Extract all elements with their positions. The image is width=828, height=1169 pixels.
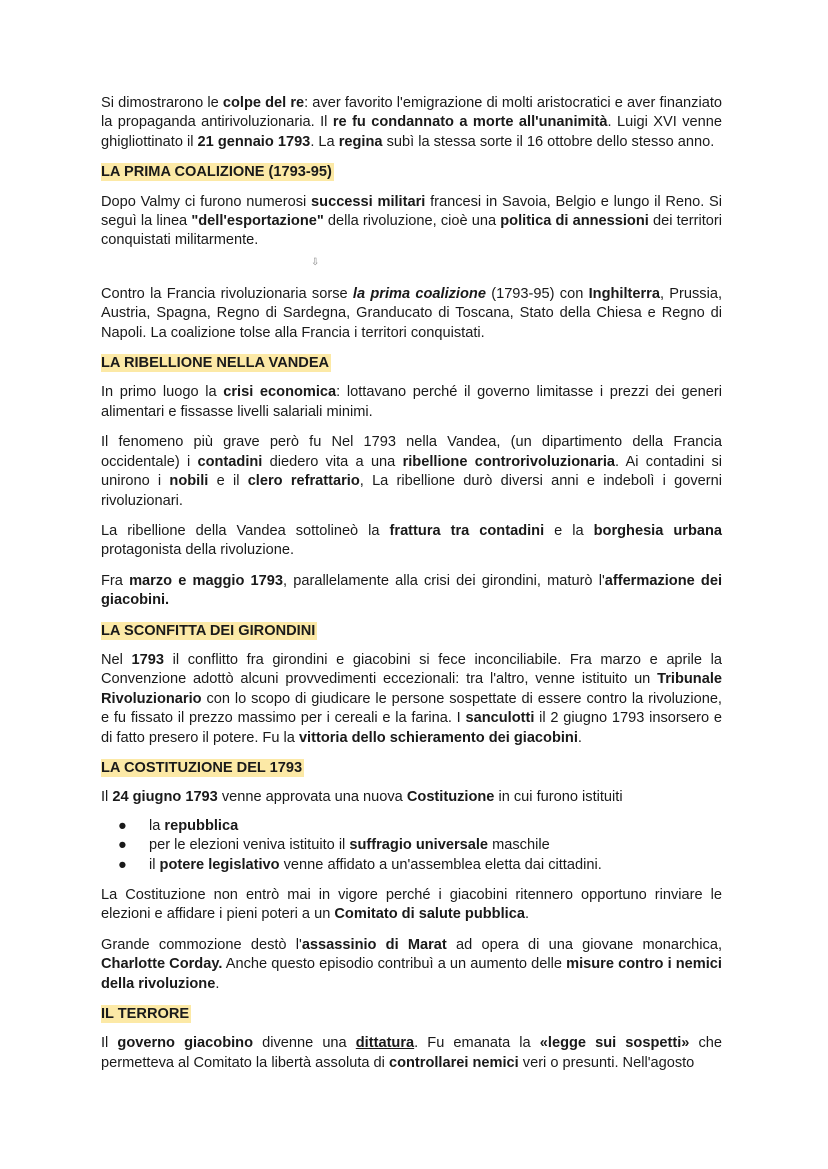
arrow-down-icon: ⇩ — [311, 256, 320, 268]
paragraph-assassinio-marat: Grande commozione destò l'assassinio di Marat ad opera di una giovane monarchica, Charlotte Corday. Anche questo episodio contribuì a un aumento delle misure contro i nemici della rivoluzione. — [101, 936, 722, 992]
heading-prima-coalizione: LA PRIMA COALIZIONE (1793-95) — [101, 164, 332, 181]
paragraph-affermazione-giacobini: Fra marzo e maggio 1793, parallelamente alla crisi dei girondini, maturò l'affermazione dei giacobini. — [101, 572, 723, 609]
paragraph-costituzione-vigore: La Costituzione non entrò mai in vigore perché i giacobini ritennero opportuno rinviare le elezioni e affidare i pieni poteri a un Comitato di salute pubblica. — [101, 887, 722, 923]
list-item: ● per le elezioni veniva istituito il suffragio universale maschile — [101, 836, 722, 855]
paragraph-frattura: La ribellione della Vandea sottolineò la frattura tra contadini e la borghesia urbana protagonista della rivoluzione. — [101, 522, 723, 559]
list-item: ● la repubblica — [101, 817, 722, 836]
paragraph-crisi-economica: In primo luogo la crisi economica: lottavano perché il governo limitasse i prezzi dei generi alimentari e fissasse livelli salariali minimi. — [101, 384, 722, 420]
heading-sconfitta-girondini: LA SCONFITTA DEI GIRONDINI — [101, 622, 316, 639]
paragraph-prima-coalizione: Contro la Francia rivoluzionaria sorse la prima coalizione (1793-95) con Inghilterra, Prussia, Austria, Spagna, Regno di Sardegna, Granducato di Toscana, Stato della Chiesa e Regno di Napoli. La coalizione tolse alla Francia i territori conquistati. — [101, 285, 723, 341]
bullet-icon: ● — [118, 837, 127, 854]
paragraph-colpe-del-re: Si dimostrarono le colpe del re: aver favorito l'emigrazione di molti aristocratici e aver finanziato la propaganda antirivoluzionaria. Il re fu condannato a morte all'unanimità. Luigi XVI venne ghigliottinato il 21 gennaio 1793. La regina subì la stessa sorte il 16 ottobre dello stesso anno. — [101, 95, 722, 150]
bullet-icon: ● — [118, 817, 127, 834]
paragraph-successi-militari: Dopo Valmy ci furono numerosi successi militari francesi in Savoia, Belgio e lungo il Reno. Si seguì la linea "dell'esportazione" della rivoluzione, cioè una politica di annessioni dei territori conquistati militarmente. — [101, 193, 723, 249]
heading-ribellione-vandea: LA RIBELLIONE NELLA VANDEA — [101, 355, 330, 372]
paragraph-governo-giacobino: Il governo giacobino divenne una dittatura. Fu emanata la «legge sui sospetti» che permetteva al Comitato la libertà assoluta di controllarei nemici veri o presunti. Nell'agosto — [101, 1035, 723, 1071]
paragraph-conflitto-1793: Nel 1793 il conflitto fra girondini e giacobini si fece inconciliabile. Fra marzo e aprile la Convenzione adottò alcuni provvedimenti eccezionali: tra l'altro, venne istituito un Tribunale Rivoluzionario con lo scopo di giudicare le persone sospettate di essere contro la rivoluzione, e fu fissato il prezzo massimo per i cereali e la farina. I sanculotti il 2 giugno 1793 insorsero e di fatto presero il potere. Fu la vittoria dello schieramento dei giacobini. — [101, 651, 722, 746]
bullet-list — [101, 817, 722, 875]
bullet-icon: ● — [118, 856, 127, 873]
paragraph-24-giugno: Il 24 giugno 1793 venne approvata una nuova Costituzione in cui furono istituiti — [101, 789, 623, 806]
heading-costituzione-1793: LA COSTITUZIONE DEL 1793 — [101, 759, 303, 776]
icon-line — [101, 253, 722, 275]
heading-terrore: IL TERRORE — [101, 1006, 190, 1023]
list-item: ● il potere legislativo venne affidato a un'assemblea eletta dai cittadini. — [101, 856, 722, 875]
paragraph-vandea: Il fenomeno più grave però fu Nel 1793 nella Vandea, (un dipartimento della Francia occidentale) i contadini diedero vita a una ribellione controrivoluzionaria. Ai contadini si unirono i nobili e il clero refrattario, La ribellione durò diversi anni e indebolì i governi rivoluzionari. — [101, 434, 723, 509]
